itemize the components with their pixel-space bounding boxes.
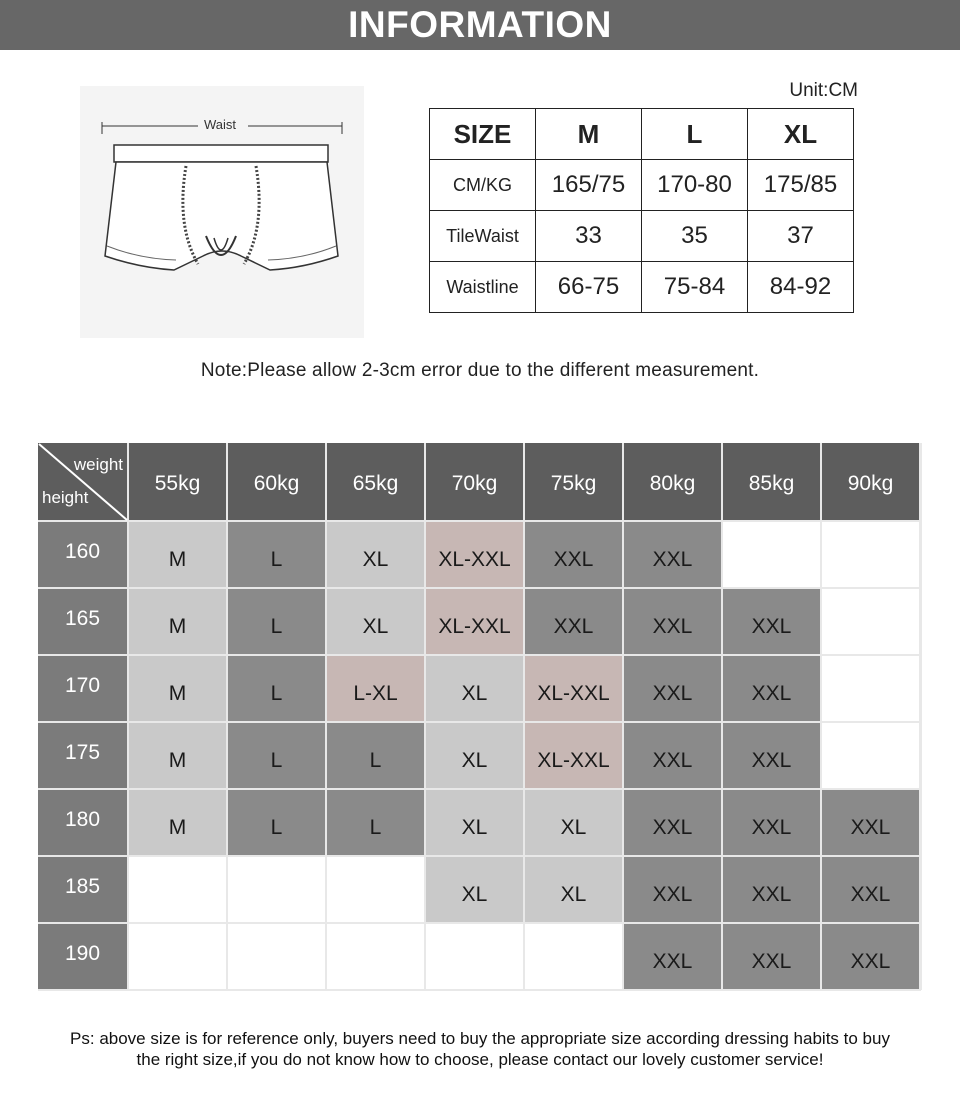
size-chart-cell — [327, 857, 426, 924]
size-value: XXL — [652, 815, 693, 839]
size-chart-cell — [426, 723, 525, 790]
size-value: XL-XXL — [438, 614, 511, 638]
size-chart-cell — [723, 723, 822, 790]
size-value: XL — [362, 614, 389, 638]
size-chart-cell — [525, 857, 624, 924]
footer-note-line: the right size,if you do not know how to choose, please contact our lovely customer service! — [136, 1050, 824, 1069]
size-chart-cell — [723, 857, 822, 924]
size-value: XL — [560, 882, 587, 906]
size-chart-cell — [525, 522, 624, 589]
size-chart-cell — [822, 857, 921, 924]
size-value: L — [270, 547, 283, 571]
size-chart-cell — [723, 924, 822, 991]
size-value: L — [270, 815, 283, 839]
size-value: XXL — [751, 681, 792, 705]
weight-column-label: 85kg — [748, 471, 795, 495]
size-value: L — [270, 748, 283, 772]
header-bar — [0, 0, 960, 50]
size-value: XXL — [652, 748, 693, 772]
size-chart-cell — [723, 656, 822, 723]
size-chart-cell — [426, 790, 525, 857]
footer-note-line: Ps: above size is for reference only, buyers need to buy the appropriate size according dressing habits to buy — [70, 1029, 890, 1048]
size-table-cell: 175/85 — [748, 160, 854, 211]
weight-column-label: 90kg — [847, 471, 894, 495]
size-table-cell: 35 — [642, 211, 748, 262]
page-title: INFORMATION — [348, 4, 612, 45]
size-value: L — [270, 681, 283, 705]
size-chart-cell — [624, 723, 723, 790]
weight-column-label: 65kg — [352, 471, 399, 495]
size-table-header-row — [430, 109, 854, 160]
size-value: M — [168, 815, 187, 839]
size-chart-cell — [327, 790, 426, 857]
size-table-row-label: CM/KG — [430, 160, 536, 211]
height-row-label: 180 — [64, 807, 101, 831]
size-value: XL-XXL — [537, 748, 610, 772]
size-value: XL-XXL — [438, 547, 511, 571]
height-row-label: 175 — [64, 740, 101, 764]
size-value: XL — [362, 547, 389, 571]
size-table-cell: 75-84 — [642, 262, 748, 313]
size-table-header-cell: XL — [748, 109, 854, 160]
weight-column-header — [228, 443, 327, 522]
size-value: XXL — [751, 949, 792, 973]
size-table-row-label: TileWaist — [430, 211, 536, 262]
size-chart-cell — [723, 522, 822, 589]
size-value: XXL — [850, 815, 891, 839]
weight-column-label: 60kg — [253, 471, 300, 495]
size-chart-cell — [525, 589, 624, 656]
size-chart-cell — [129, 656, 228, 723]
size-chart-cell — [822, 656, 921, 723]
weight-column-header — [426, 443, 525, 522]
size-chart-cell — [228, 589, 327, 656]
size-chart-cell — [822, 723, 921, 790]
weight-column-header — [723, 443, 822, 522]
height-row-header — [38, 924, 129, 991]
size-chart-cell — [426, 924, 525, 991]
size-chart-cell — [624, 656, 723, 723]
size-chart-cell — [129, 723, 228, 790]
size-chart-cell — [624, 589, 723, 656]
size-table-row — [430, 211, 854, 262]
size-chart-cell — [822, 924, 921, 991]
size-table-row — [430, 262, 854, 313]
height-row-label: 190 — [64, 941, 101, 965]
size-value: XXL — [850, 949, 891, 973]
size-chart-cell — [129, 790, 228, 857]
size-chart-cell — [327, 723, 426, 790]
size-value: XXL — [652, 547, 693, 571]
size-chart-cell — [624, 522, 723, 589]
size-chart-cell — [822, 589, 921, 656]
height-row-header — [38, 589, 129, 656]
size-chart-cell — [129, 589, 228, 656]
height-row-header — [38, 790, 129, 857]
size-table-row-label: Waistline — [430, 262, 536, 313]
size-chart-cell — [822, 790, 921, 857]
size-table-cell: 33 — [536, 211, 642, 262]
size-chart-cell — [129, 522, 228, 589]
size-value: XXL — [751, 815, 792, 839]
size-value: XXL — [652, 614, 693, 638]
height-row-header — [38, 723, 129, 790]
size-value: XXL — [850, 882, 891, 906]
size-chart-cell — [228, 790, 327, 857]
height-row-label: 170 — [64, 673, 101, 697]
size-value: XL — [560, 815, 587, 839]
size-chart-cell — [426, 589, 525, 656]
size-chart-cell — [525, 790, 624, 857]
weight-column-header — [327, 443, 426, 522]
grid-corner-cell — [38, 443, 129, 522]
size-value: XXL — [652, 681, 693, 705]
waist-label: Waist — [204, 117, 237, 132]
height-row-header — [38, 522, 129, 589]
size-value: M — [168, 614, 187, 638]
weight-column-header — [129, 443, 228, 522]
corner-weight-label: weight — [73, 455, 123, 474]
size-value: XXL — [751, 614, 792, 638]
size-table — [429, 108, 854, 313]
size-table-header-cell: L — [642, 109, 748, 160]
footer-note — [20, 1028, 940, 1070]
size-value: XL — [461, 748, 488, 772]
size-value: L — [369, 815, 382, 839]
size-value: L — [270, 614, 283, 638]
size-chart-cell — [129, 924, 228, 991]
size-chart-cell — [129, 857, 228, 924]
size-value: M — [168, 681, 187, 705]
size-table-cell: 165/75 — [536, 160, 642, 211]
size-chart-cell — [426, 857, 525, 924]
size-chart-cell — [327, 924, 426, 991]
size-value: XL — [461, 681, 488, 705]
size-table-header-cell: M — [536, 109, 642, 160]
size-chart-cell — [624, 790, 723, 857]
size-chart-cell — [723, 589, 822, 656]
size-chart-cell — [228, 857, 327, 924]
size-chart-cell — [426, 522, 525, 589]
size-table-header-cell: SIZE — [430, 109, 536, 160]
unit-label: Unit:CM — [789, 80, 858, 101]
size-chart-cell — [723, 790, 822, 857]
size-value: XL — [461, 815, 488, 839]
weight-column-label: 70kg — [451, 471, 498, 495]
size-value: L-XL — [353, 681, 398, 705]
size-chart-cell — [228, 522, 327, 589]
size-chart-cell — [822, 522, 921, 589]
weight-column-header — [822, 443, 921, 522]
size-chart-cell — [228, 656, 327, 723]
size-value: XXL — [553, 547, 594, 571]
weight-column-header — [525, 443, 624, 522]
weight-column-label: 75kg — [550, 471, 597, 495]
size-chart-cell — [624, 924, 723, 991]
height-row-label: 165 — [64, 606, 101, 630]
size-chart-cell — [624, 857, 723, 924]
size-chart-cell — [525, 656, 624, 723]
size-value: XXL — [751, 882, 792, 906]
size-chart-cell — [228, 723, 327, 790]
measurement-note: Note:Please allow 2-3cm error due to the different measurement. — [200, 360, 760, 381]
size-chart-cell — [327, 589, 426, 656]
size-chart-cell — [327, 656, 426, 723]
size-value: XL — [461, 882, 488, 906]
size-value: M — [168, 748, 187, 772]
size-chart-cell — [327, 522, 426, 589]
size-table-cell: 84-92 — [748, 262, 854, 313]
size-chart-cell — [228, 924, 327, 991]
size-table-cell: 37 — [748, 211, 854, 262]
size-value: XL-XXL — [537, 681, 610, 705]
size-chart-cell — [426, 656, 525, 723]
size-table-row — [430, 160, 854, 211]
size-value: XXL — [553, 614, 594, 638]
corner-height-label: height — [42, 488, 89, 507]
size-value: XXL — [652, 949, 693, 973]
height-row-header — [38, 656, 129, 723]
weight-column-label: 55kg — [154, 471, 201, 495]
size-chart-grid — [38, 443, 922, 990]
height-row-label: 160 — [64, 539, 101, 563]
product-diagram — [80, 86, 364, 338]
size-value: XXL — [652, 882, 693, 906]
size-table-cell: 170-80 — [642, 160, 748, 211]
size-chart-cell — [525, 924, 624, 991]
size-table-cell: 66-75 — [536, 262, 642, 313]
height-row-label: 185 — [64, 874, 101, 898]
size-value: L — [369, 748, 382, 772]
weight-column-header — [624, 443, 723, 522]
size-chart-cell — [525, 723, 624, 790]
weight-column-label: 80kg — [649, 471, 696, 495]
size-value: XXL — [751, 748, 792, 772]
size-value: M — [168, 547, 187, 571]
height-row-header — [38, 857, 129, 924]
